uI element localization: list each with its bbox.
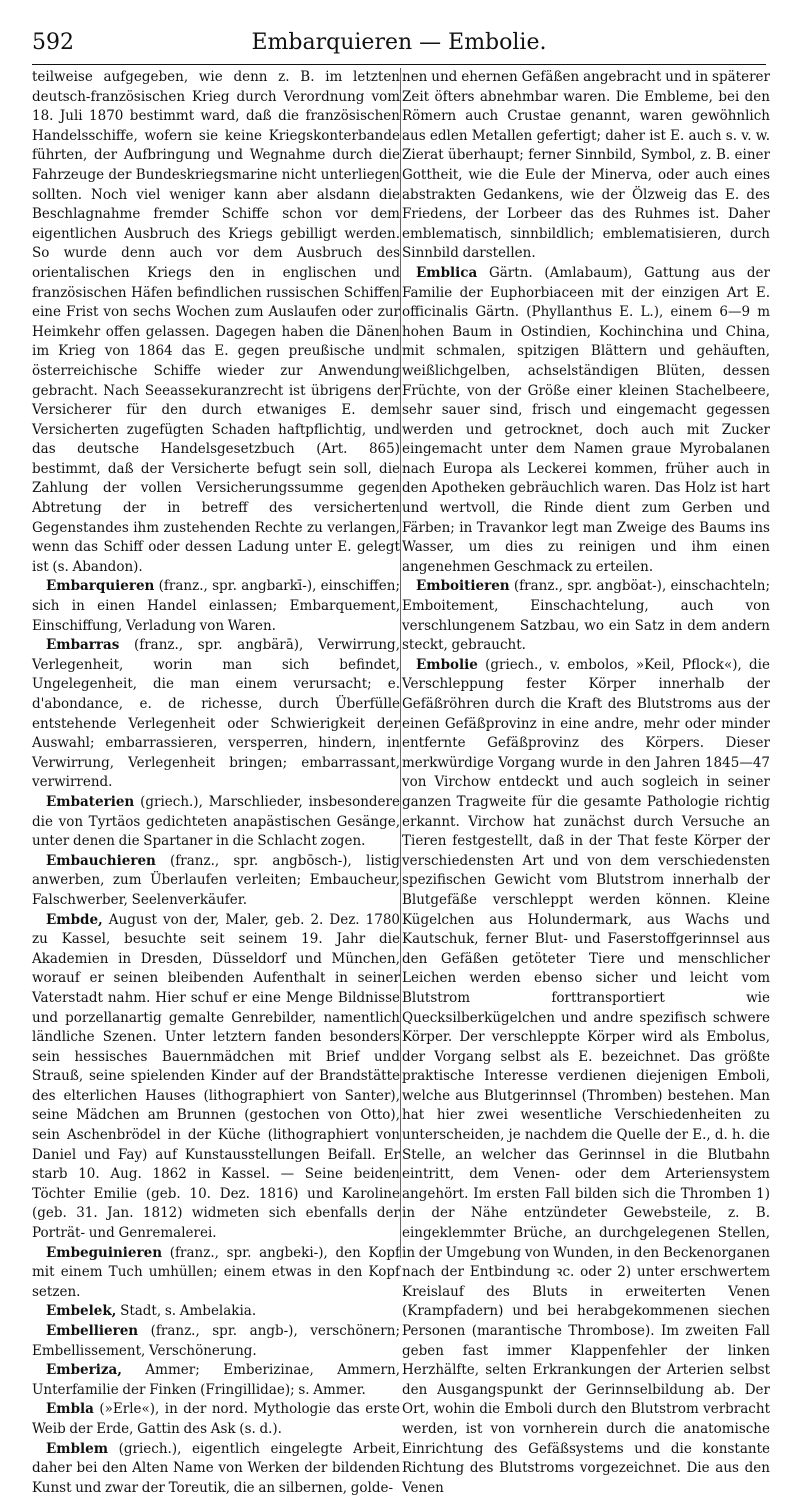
headword: Embolie: [416, 656, 478, 673]
headword: Embelek,: [46, 1303, 117, 1320]
entry-embellieren: [32, 1322, 400, 1361]
entry-text: (franz., spr. angbeki-), den Kopf mit einem Tuch umhüllen; einem etwas in den Kopf setzen.: [32, 1244, 400, 1300]
entry-embaterien: [32, 793, 400, 852]
entry-embarquieren: [32, 577, 400, 636]
entry-embelek: [32, 1302, 400, 1322]
entry-continuation: teilweise aufgegeben, wie denn z. B. im letzten deutsch-französischen Krieg durch Verordnung vom 18. Juli 1870 bestimmt ward, daß die französischen Handelsschiffe, wofern sie keine Kriegskonterbande führten, der Aufbringung und Wegnahme durch die Fahrzeuge der Bundeskriegsmarine nicht unterliegen sollten. Noch viel weniger kann aber alsdann die Beschlagnahme fremder Schiffe schon vor dem eigentlichen Ausbruch des Kriegs gebilligt werden. So wurde denn auch vor dem Ausbruch des orientalischen Kriegs den in englischen und französischen Häfen befindlichen russischen Schiffen eine Frist von sechs Wochen zum Auslaufen oder zur Heimkehr offen gelassen. Dagegen haben die Dänen im Krieg von 1864 das E. gegen preußische und österreichische Schiffe wieder zur Anwendung gebracht. Nach Seeassekuranzrecht ist übrigens der Versicherer für den durch etwaniges E. dem Versicherten zugefügten Schaden haftpflichtig, und das deutsche Handelsgesetzbuch (Art. 865) bestimmt, daß der Versicherte befugt sein soll, die Zahlung der vollen Versicherungssumme gegen Abtretung der in betreff des versicherten Gegenstandes ihm zustehenden Rechte zu verlangen, wenn das Schiff oder dessen Ladung unter E. gelegt ist (s. Abandon).: [32, 69, 400, 575]
headword: Embla: [46, 1401, 94, 1418]
entry-embeguinieren: [32, 1244, 400, 1303]
entry-text: (franz., spr. angbōsch-), listig anwerben, zum Überlaufen verleiten; Embaucheur, Falschwerber, Seelenverkäufer.: [32, 852, 400, 908]
column-divider: [400, 68, 401, 1258]
headword: Embeguinieren: [46, 1244, 163, 1261]
entry-emboitieren: [402, 577, 770, 655]
entry-text: (»Erle«), in der nord. Mythologie das erste Weib der Erde, Gattin des Ask (s. d.).: [32, 1401, 400, 1437]
entry-emblem: [32, 1440, 400, 1498]
entry-emblica: [402, 264, 770, 578]
headword: Embauchieren: [46, 852, 156, 869]
entry-emberiza: [32, 1361, 400, 1400]
page-header: [32, 30, 766, 65]
entry-text: (franz., spr. angbärā), Verwirrung, Verlegenheit, worin man sich befindet, Ungelegenheit, die man einem verursacht; e. d'abondance, e. de richesse, durch Überfülle entstehende Verlegenheit oder Schwierigkeit der Auswahl; embarrassieren, versperren, hindern, in Verwirrung, Verlegenheit bringen; embarrassant, verwirrend.: [32, 637, 400, 791]
headword: Emblem: [46, 1440, 109, 1457]
headword: Emberiza,: [46, 1362, 122, 1379]
entry-embauchieren: [32, 852, 400, 911]
entry-text: August von der, Maler, geb. 2. Dez. 1780 zu Kassel, besuchte seit seinem 19. Jahr die Akademien in Dresden, Düsseldorf und München, worauf er seinen bleibenden Aufenthalt in seiner Vaterstadt nahm. Hier schuf er eine Menge Bildnisse und porzellanartig gemalte Genrebilder, namentlich ländliche Szenen. Unter letztern fanden besonders sein hessisches Bauernmädchen mit Brief und Strauß, seine spielenden Kinder auf der Brandstätte des elterlichen Hauses (lithographiert von Santer), seine Mädchen am Brunnen (gestochen von Otto), sein Aschenbrödel in der Küche (lithographiert von Daniel und Fay) auf Kunstausstellungen Beifall. Er starb 10. Aug. 1862 in Kassel. — Seine beiden Töchter Emilie (geb. 10. Dez. 1816) und Karoline (geb. 31. Jan. 1812) widmeten sich ebenfalls der Porträt- und Genremalerei.: [32, 911, 400, 1242]
headword: Embaterien: [46, 793, 135, 810]
entry-text: Stadt, s. Ambelakia.: [116, 1303, 257, 1320]
headword: Embarras: [46, 637, 120, 654]
right-column: [402, 68, 770, 1498]
entry-continuation: nen und ehernen Gefäßen angebracht und in späterer Zeit öfters abnehmbar waren. Die Embleme, bei den Römern auch Crustae genannt, waren gewöhnlich aus edlen Metallen gefertigt; daher ist E. auch s. v. w. Zierat überhaupt; ferner Sinnbild, Symbol, z. B. einer Gottheit, wie die Eule der Minerva, oder auch eines abstrakten Gedankens, wie der Ölzweig das E. des Friedens, der Lorbeer das des Ruhmes ist. Daher emblematisch, sinnbildlich; emblematisieren, durch Sinnbild darstellen.: [402, 69, 770, 262]
entry-text: (franz., spr. angbarkī-), einschiffen; sich in einen Handel einlassen; Embarquement, Einschiffung, Verladung von Waren.: [32, 578, 400, 634]
entry-text: Ammer; Emberizinae, Ammern, Unterfamilie der Finken (Fringillidae); s. Ammer.: [32, 1362, 400, 1398]
entry-text: (griech., v. embolos, »Keil, Pflock«), die Verschleppung fester Körper innerhalb der Gefäßröhren durch die Kraft des Blutstroms aus der einen Gefäßprovinz in eine andre, mehr oder minder entfernte Gefäßprovinz des Körpers. Dieser merkwürdige Vorgang wurde in den Jahren 1845—47 von Virchow entdeckt und auch sogleich in seiner ganzen Tragweite für die gesamte Pathologie richtig erkannt. Virchow hat zunächst durch Versuche an Tieren festgestellt, daß in der That feste Körper der verschiedensten Art und von dem verschiedensten spezifischen Gewicht vom Blutstrom innerhalb der Blutgefäße verschleppt werden können. Kleine Kügelchen aus Holundermark, aus Wachs und Kautschuk, ferner Blut- und Faserstoffgerinnsel aus den Gefäßen getöteter Tiere und menschlicher Leichen werden ebenso sicher und leicht vom Blutstrom forttransportiert wie Quecksilberkügelchen und andre spezifisch schwere Körper. Der verschleppte Körper wird als Embolus, der Vorgang selbst als E. bezeichnet. Das größte praktische Interesse verdienen diejenigen Emboli, welche aus Blutgerinnsel (Thromben) bestehen. Man hat hier zwei wesentliche Verschiedenheiten zu unterscheiden, je nachdem die Quelle der E., d. h. die Stelle, an welcher das Gerinnsel in die Blutbahn eintritt, dem Venen- oder dem Arteriensystem angehört. Im ersten Fall bilden sich die Thromben 1) in der Nähe entzündeter Gewebsteile, z. B. eingeklemmter Brüche, an durchgelegenen Stellen, in der Umgebung von Wunden, in den Beckenorganen nach der Entbindung ꝛc. oder 2) unter erschwertem Kreislauf des Bluts in erweiterten Venen (Krampfadern) und bei herabgekommenen siechen Personen (marantische Thrombose). Im zweiten Fall geben fast immer Klappenfehler der linken Herzhälfte, selten Erkrankungen der Arterien selbst den Ausgangspunkt der Gerinnselbildung ab. Der Ort, wohin die Emboli durch den Blutstrom verbracht werden, ist von vornherein durch die anatomische Einrichtung des Gefäßsystems und die konstante Richtung des Blutstroms vorgezeichnet. Die aus den Venen: [402, 656, 770, 1496]
entry-text: Gärtn. (Amlabaum), Gattung aus der Familie der Euphorbiaceen mit der einzigen Art E. officinalis Gärtn. (Phyllanthus E. L.), einem 6—9 m hohen Baum in Ostindien, Kochinchina und China, mit schmalen, spitzigen Blättern und gehäuften, weißlichgelben, achselständigen Blüten, dessen Früchte, von der Größe einer kleinen Stachelbeere, sehr sauer sind, frisch und eingemacht gegessen werden und getrocknet, doch auch mit Zucker eingemacht unter dem Namen graue Myrobalanen nach Europa als Leckerei kommen, früher auch in den Apotheken gebräuchlich waren. Das Holz ist hart und wertvoll, die Rinde dient zum Gerben und Färben; in Travankor legt man Zweige des Baums ins Wasser, um dies zu reinigen und ihm einen angenehmen Geschmack zu erteilen.: [402, 264, 770, 575]
headword: Emboitieren: [416, 578, 510, 595]
left-column: [32, 68, 400, 1498]
entry-text: (franz., spr. angb-), verschönern; Embellissement, Verschönerung.: [32, 1323, 400, 1359]
entry-text: (franz., spr. angböat-), einschachteln; Emboitement, Einschachtelung, auch von verschlungenem Satzbau, wo ein Satz in dem andern steckt, gebraucht.: [402, 578, 770, 654]
entry-embla: [32, 1400, 400, 1439]
entry-embarras: [32, 636, 400, 793]
entry-text: (griech.), eigentlich eingelegte Arbeit, daher bei den Alten Name von Werken der bildenden Kunst und zwar der Toreutik, die an silbernen, golde-: [32, 1440, 400, 1496]
page-number: 592: [32, 30, 74, 55]
headword: Emblica: [416, 264, 478, 281]
entry-text: (griech.), Marschlieder, insbesondere die von Tyrtäos gedichteten anapästischen Gesänge, unter denen die Spartaner in die Schlacht zogen.: [32, 793, 400, 850]
entry-embolie: [402, 656, 770, 1498]
headword: Embde,: [46, 911, 103, 928]
running-head: Embarquieren — Embolie.: [251, 30, 547, 55]
headword: Embellieren: [46, 1323, 139, 1339]
entry-embde: [32, 911, 400, 1244]
headword: Embarquieren: [46, 578, 155, 595]
